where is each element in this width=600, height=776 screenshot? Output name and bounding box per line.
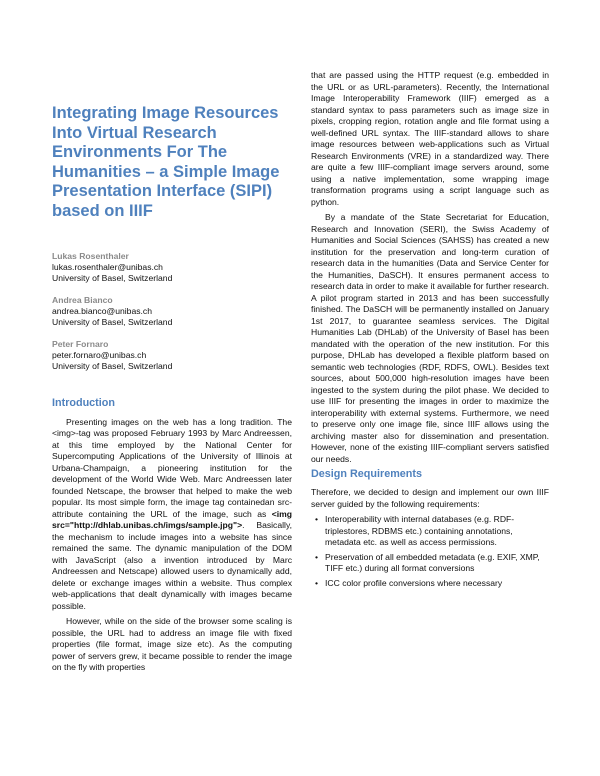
list-item-text: Interoperability with internal databases (e.g. RDF-triplestores, RDBMS etc.) containing annotations, metadata etc. as well as access permissions. [325,514,515,547]
author-block [52,338,292,373]
author-affiliation: University of Basel, Switzerland [52,273,173,284]
right-column [311,70,549,592]
author-affiliation: University of Basel, Switzerland [52,361,173,372]
left-column [52,104,292,674]
paper-title: Integrating Image Resources Into Virtual Research Environments For The Humanities – a Simple Image Presentation Interface (SIPI) based on IIIF [52,104,280,220]
body-paragraph: Therefore, we decided to design and implement our own IIIF server guided by the following requirements: [311,487,549,509]
requirements-list [311,514,549,589]
list-item-text: ICC color profile conversions where necessary [325,577,503,588]
author-name: Andrea Bianco [52,294,113,305]
section-heading-design-requirements: Design Requirements [311,468,422,480]
author-email: lukas.rosenthaler@unibas.ch [52,261,163,272]
body-paragraph: By a mandate of the State Secretariat for Education, Research and Innovation (SERI), the Swiss Academy of Humanities and Social Sciences (SAHSS) has created a new institution for the preservation and long-term curation of research data in the humanities (Data and Service Center for the Humanities, DaSCH). It ensures permanent access to research data in order to make it available for further research. A pilot program started in 2013 and has been successfully finished. The DaSCH will be permanently installed on January 1st 2017, to guarantee seamless services. The Digital Humanities Lab (DHLab) of the University of Basel has been mandated with the operation of the new institution. For this purpose, DHLab has developed a flexible platform based on semantic web technologies (RDF, RDFS, OWL). Besides text sources, about 500,000 high-resolution images have been ingested to the system during the pilot phase. We decided to use IIIF for presenting the images in order to maximize the interoperability with external systems. Furthermore, we need to preserve only one image file, since IIIF allows using the archiving master also for dissemination and presentation. However, none of the existing IIIF-compliant servers satisfied our needs. [311,212,549,464]
list-item [311,514,549,549]
intro-paragraph [52,417,292,613]
list-item-text: Preservation of all embedded metadata (e.g. EXIF, XMP, TIFF etc.) during all format conversions [325,551,540,573]
author-affiliation: University of Basel, Switzerland [52,317,173,328]
bullet-icon: • [315,577,319,588]
body-paragraph: that are passed using the HTTP request (e.g. embedded in the URL or as URL-parameters). Recently, the International Image Interoperability Framework (IIIF) emerged as a standard syntax to pass parameters such as image size in pixels, cropping region, rotation angle and file format using a well-defined URL syntax. The IIIF-standard allows to share image resources between web-applications such as Virtual Research Environments (VRE) in a standardized way. There are quite a few IIIF-compliant image servers around, some using a native implementation, some wrapping image transformation programs using a script language such as python. [311,70,549,207]
code-snippet: <img src="http://dhlab.unibas.ch/imgs/sample.jpg"> [52,508,292,531]
author-email: peter.fornaro@unibas.ch [52,349,147,360]
section-heading-introduction: Introduction [52,396,115,409]
author-name: Peter Fornaro [52,338,109,349]
author-email: andrea.bianco@unibas.ch [52,305,152,316]
author-name: Lukas Rosenthaler [52,250,129,261]
paragraph-text: Presenting images on the web has a long tradition. The <img>-tag was proposed February 1993 by Marc Andreessen, at this time employed by the National Center for Supercomputing Applications of the University of Illinois at Urbana-Champaign, a pioneering institution for the development of the World Wide Web. Marc Andreessen later founded Netscape, the browser that helped to make the web popular. Its most simple form, the image tag containedan src-attribute containing the URL of the image, such as [52,416,292,519]
bullet-icon: • [315,514,319,524]
list-item [311,552,549,575]
list-item [311,578,549,590]
author-block [52,250,292,285]
bullet-icon: • [315,551,319,562]
intro-paragraph: However, while on the side of the browser some scaling is possible, the URL had to address an image file with fixed properties (file format, image size etc). As the computing power of servers grew, it became possible to render the image on the fly with properties [52,616,292,673]
author-block [52,294,292,329]
paragraph-text: . Basically, the mechanism to include images into a website has since remained the same. The dynamic manipulation of the DOM with JavaScript (also a invention introduced by Marc Andreessen and Netscape) allowed users to dynamically add, delete or exchange images within a website. Thus complex web-applications that dealt dynamically with images became possible. [52,520,292,611]
